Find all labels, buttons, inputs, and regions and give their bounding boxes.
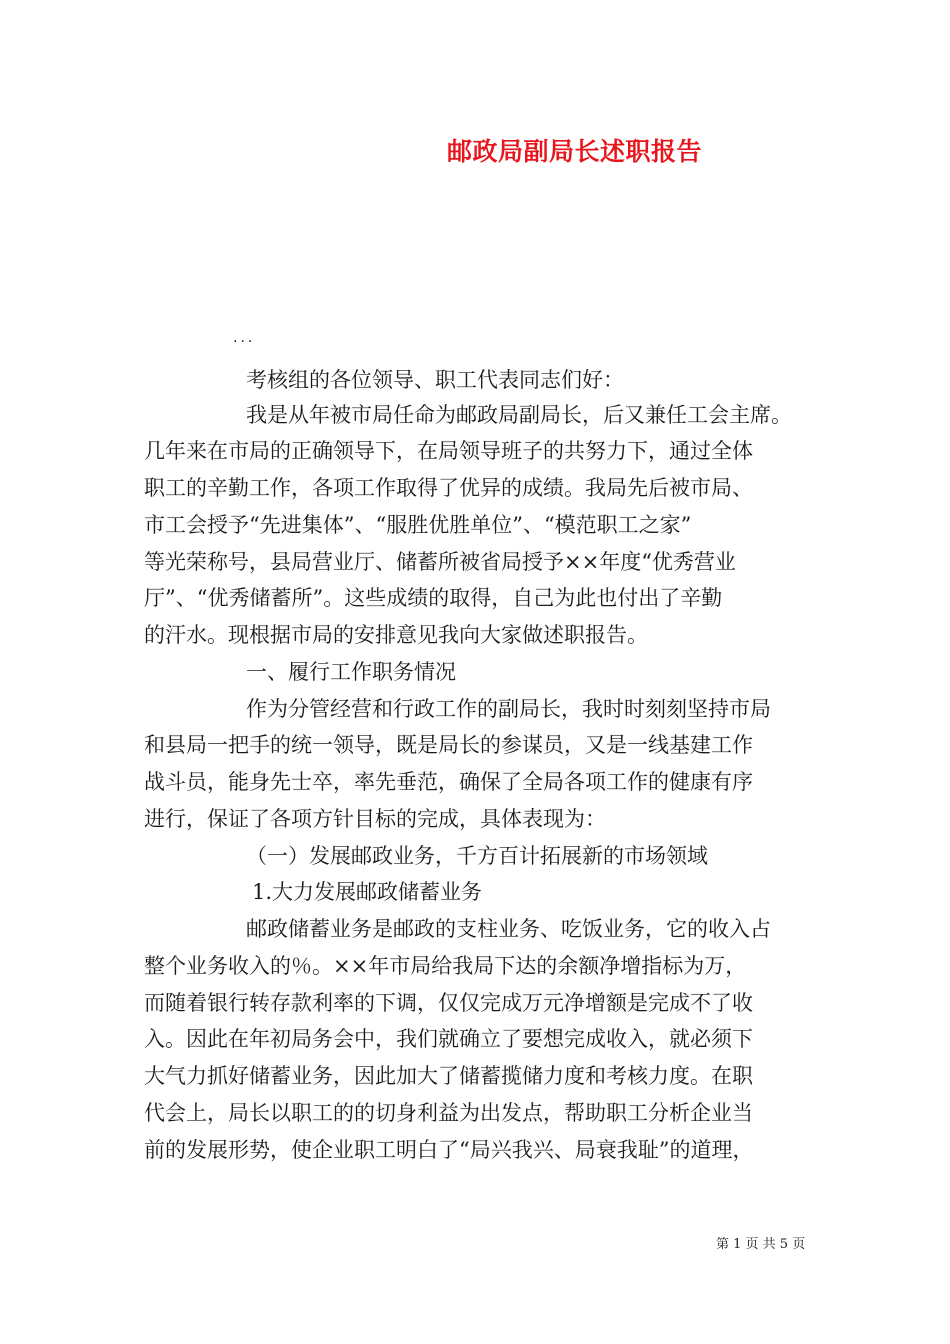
body-line: 而随着银行转存款利率的下调，仅仅完成万元净增额是完成不了收 [144,991,753,1015]
body-line: 和县局一把手的统一领导，既是局长的参谋员，又是一线基建工作 [144,733,753,757]
subsection-heading: （一）发展邮政业务，千方百计拓展新的市场领域 [246,844,708,868]
body-line: 入。因此在年初局务会中，我们就确立了要想完成收入，就必须下 [144,1027,753,1051]
body-line: 进行，保证了各项方针目标的完成，具体表现为： [144,807,606,831]
body-line: 大气力抓好储蓄业务，因此加大了储蓄揽储力度和考核力度。在职 [144,1064,753,1088]
body-line: 代会上，局长以职工的的切身利益为出发点，帮助职工分析企业当 [144,1101,753,1125]
item-heading: 1.大力发展邮政储蓄业务 [252,880,483,904]
body-line: 等光荣称号，县局营业厅、储蓄所被省局授予××年度“优秀营业 [144,550,736,574]
body-line: 战斗员，能身先士卒，率先垂范，确保了全局各项工作的健康有序 [144,770,753,794]
body-line: 几年来在市局的正确领导下，在局领导班子的共努力下，通过全体 [144,439,753,463]
body-line: 作为分管经营和行政工作的副局长，我时时刻刻坚持市局 [246,697,771,721]
body-line: 的汗水。现根据市局的安排意见我向大家做述职报告。 [144,623,648,647]
body-line: 邮政储蓄业务是邮政的支柱业务、吃饭业务，它的收入占 [246,917,771,941]
body-line: 厅”、“优秀储蓄所”。这些成绩的取得，自己为此也付出了辛勤 [144,586,723,610]
body-line: 市工会授予“先进集体”、“服胜优胜单位”、“模范职工之家” [144,513,692,537]
body-line: 职工的辛勤工作，各项工作取得了优异的成绩。我局先后被市局、 [144,476,753,500]
greeting-line: 考核组的各位领导、职工代表同志们好： [246,368,624,392]
body-line: 我是从年被市局任命为邮政局副局长，后又兼任工会主席。 [246,403,792,427]
document-title: 邮政局副局长述职报告 [447,137,703,166]
body-line: 前的发展形势，使企业职工明白了“局兴我兴、局衰我耻”的道理， [144,1138,754,1162]
ellipsis-mark: ... [233,330,256,346]
page-number: 第 1 页 共 5 页 [716,1237,806,1252]
section-heading: 一、履行工作职务情况 [246,660,456,684]
body-line: 整个业务收入的％。××年市局给我局下达的余额净增指标为万， [144,954,747,978]
